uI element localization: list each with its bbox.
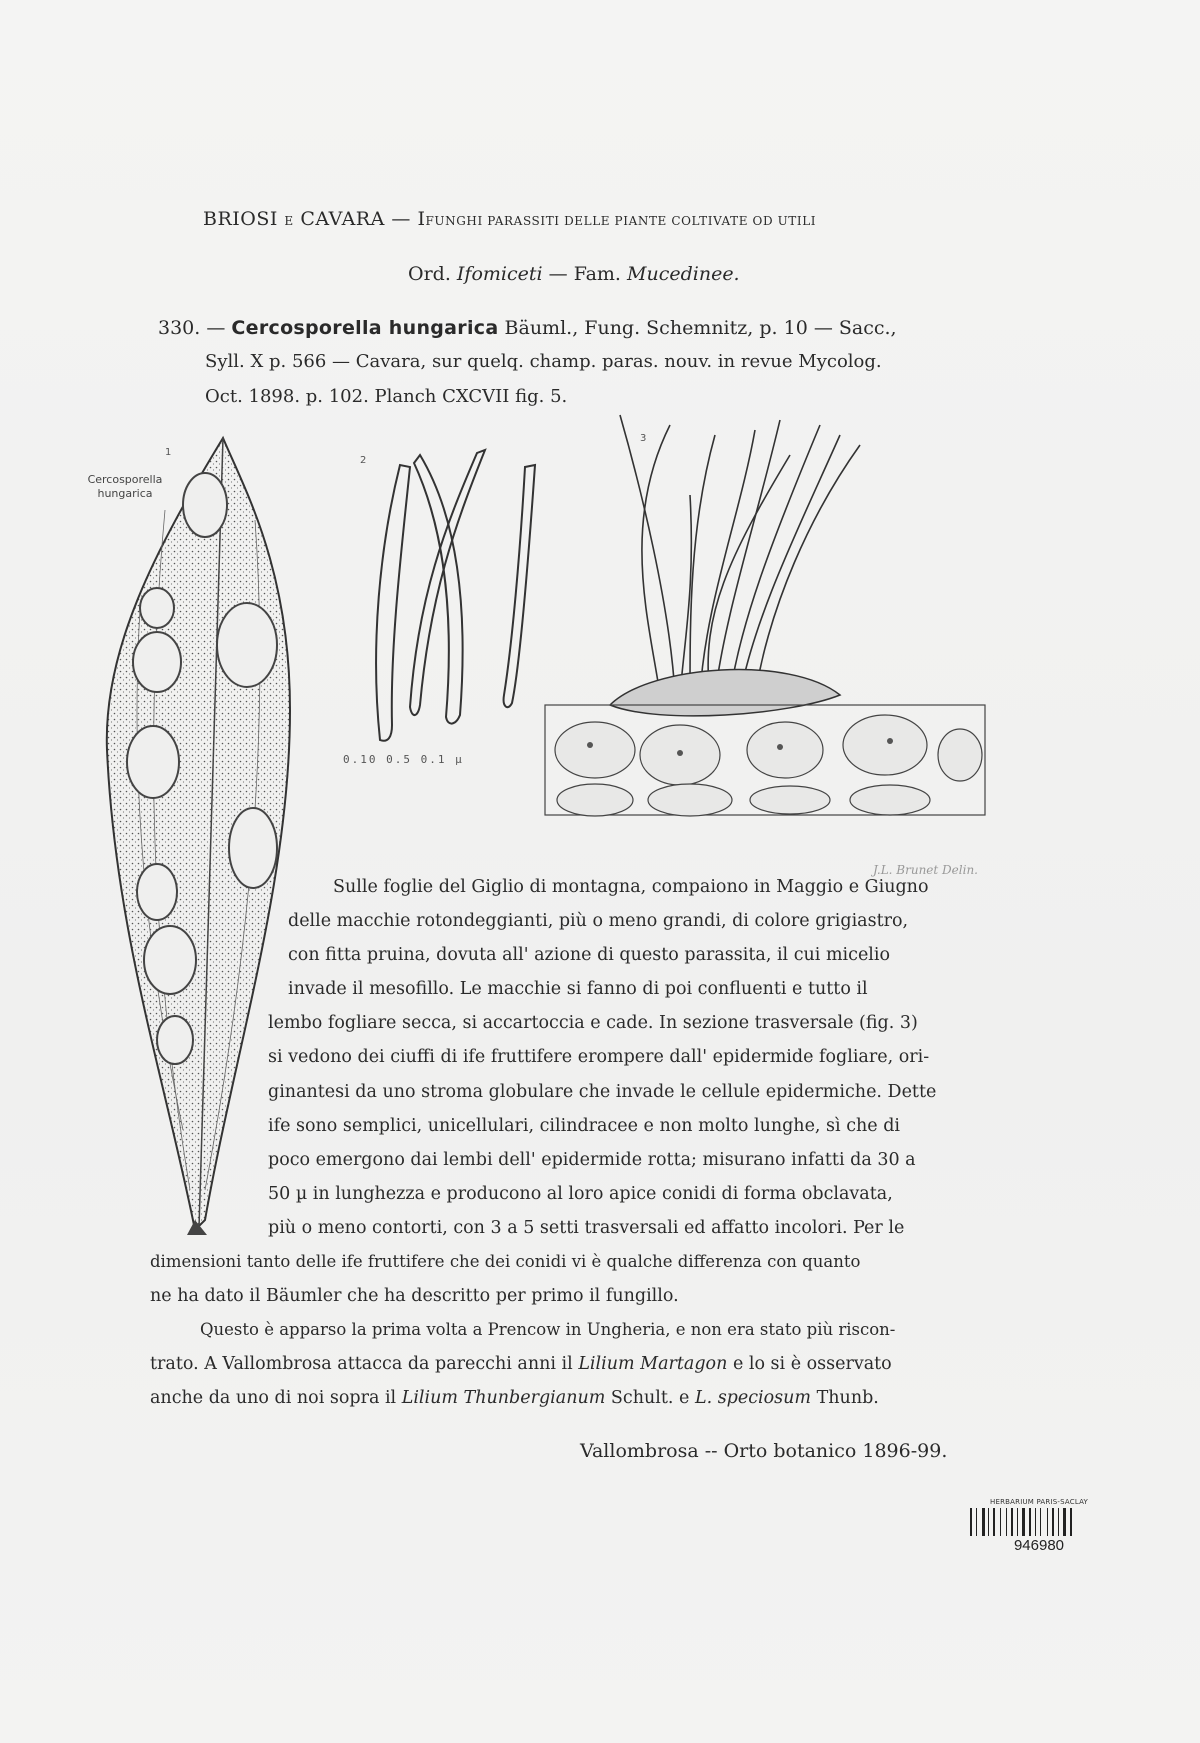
barcode-stripe (1055, 1508, 1057, 1536)
barcode-stripe (1009, 1508, 1010, 1536)
barcode-stripe (1052, 1508, 1054, 1536)
barcode-stripe (991, 1508, 992, 1536)
description-line: lembo fogliare secca, si accartoccia e cade. In sezione trasversale (fig. 3) (268, 1013, 918, 1033)
description-line: ne ha dato il Bäumler che ha descritto per primo il fungillo. (150, 1286, 679, 1306)
barcode-stripe (1019, 1508, 1021, 1536)
leaf-spot (127, 726, 179, 798)
barcode-stripe (1000, 1508, 1001, 1536)
description-line: 50 µ in lunghezza e producono al loro apice conidi di forma obclavata, (268, 1184, 893, 1204)
barcode-stripe (993, 1508, 995, 1536)
barcode-stripe (1006, 1508, 1007, 1536)
artist-signature: J.L. Brunet Delin. (873, 863, 978, 877)
barcode-stripe (1063, 1508, 1066, 1536)
barcode-stripe (988, 1508, 989, 1536)
paragraph2-line-2: trato. A Vallombrosa attacca da parecchi anni il Lilium Martagon e lo si è osservato (150, 1354, 892, 1374)
leaf-spot (183, 473, 227, 537)
barcode-stripe (1002, 1508, 1005, 1536)
barcode-stripe (1067, 1508, 1068, 1536)
barcode-stripe (1058, 1508, 1059, 1536)
leaf-spot (140, 588, 174, 628)
figure-label-1: 1 (165, 447, 172, 458)
barcode-stripe (1043, 1508, 1046, 1536)
description-line: invade il mesofillo. Le macchie si fanno di poi confluenti e tutto il (288, 979, 868, 999)
barcode-number: 946980 (1013, 1537, 1065, 1554)
description-line: delle macchie rotondeggianti, più o meno grandi, di colore grigiastro, (288, 911, 909, 931)
barcode-title: HERBARIUM PARIS-SACLAY (989, 1498, 1089, 1506)
citation-line-1: Bäuml., Fung. Schemnitz, p. 10 — Sacc., (504, 317, 897, 339)
leaf-handwritten-label: Cercosporella hungarica (87, 473, 163, 500)
leaf-spot (133, 632, 181, 692)
leaf-spot (144, 926, 196, 994)
description-line: con fitta pruina, dovuta all' azione di questo parassita, il cui micelio (288, 945, 891, 965)
citation-line-3: Oct. 1898. p. 102. Planch CXCVII fig. 5. (205, 386, 568, 407)
barcode-stripe (1027, 1508, 1028, 1536)
conidia-illustration (360, 445, 550, 755)
barcode-stripe (970, 1508, 972, 1536)
leaf-spot (229, 808, 277, 888)
paragraph2-line-3: anche da uno di noi sopra il Lilium Thunbergianum Schult. e L. speciosum Thunb. (150, 1388, 879, 1408)
figure-label-3: 3 (640, 433, 647, 444)
leaf-spot (157, 1016, 193, 1064)
leaf-spot (217, 603, 277, 687)
barcode-stripe (1047, 1508, 1048, 1536)
barcode-stripe (996, 1508, 998, 1536)
description-line: ife sono semplici, unicellulari, cilindracee e non molto lunghe, sì che di (268, 1116, 900, 1136)
barcode-stripe (1032, 1508, 1033, 1536)
barcode-stripe (1029, 1508, 1031, 1536)
barcode-stripe (1017, 1508, 1018, 1536)
citation-line-2: Syll. X p. 566 — Cavara, sur quelq. champ. paras. nouv. in revue Mycolog. (205, 351, 882, 372)
location-footer: Vallombrosa -- Orto botanico 1896-99. (580, 1440, 948, 1462)
barcode-stripe (1070, 1508, 1072, 1536)
barcode-stripe (1040, 1508, 1041, 1536)
barcode-stripe (1014, 1508, 1015, 1536)
barcode-stripe (1035, 1508, 1036, 1536)
species-name: Cercosporella hungarica (231, 317, 499, 339)
description-line: più o meno contorti, con 3 a 5 setti trasversali ed affatto incolori. Per le (268, 1218, 905, 1238)
description-line: Sulle foglie del Giglio di montagna, compaiono in Maggio e Giugno (333, 877, 929, 897)
barcode-stripe (1037, 1508, 1039, 1536)
barcode-stripe (1011, 1508, 1013, 1536)
specimen-barcode (964, 1498, 1114, 1554)
description-line: dimensioni tanto delle ife fruttifere che dei conidi vi è qualche differenza con quanto (150, 1252, 861, 1271)
species-entry (158, 317, 897, 339)
barcode-stripe (974, 1508, 975, 1536)
scale-bar-label: 0.10 0.5 0.1 µ (343, 753, 464, 766)
barcode-stripe (1022, 1508, 1025, 1536)
barcode-stripe (976, 1508, 977, 1536)
description-line: si vedono dei ciuffi di ife fruttifere erompere dall' epidermide fogliare, ori- (268, 1047, 930, 1067)
barcode-stripe (1049, 1508, 1050, 1536)
cross-section-illustration (540, 405, 990, 845)
barcode-bars (970, 1508, 1114, 1536)
figure-label-2: 2 (360, 455, 367, 466)
paragraph2-line-1: Questo è apparso la prima volta a Prencow in Ungheria, e non era stato più riscon- (200, 1320, 896, 1339)
entry-number: 330. — (158, 317, 226, 339)
barcode-stripe (982, 1508, 985, 1536)
series-header: BRIOSI E CAVARA — IFUNGHI PARASSITI DELLE PIANTE COLTIVATE OD UTILI (203, 208, 817, 230)
description-line: ginantesi da uno stroma globulare che invade le cellule epidermiche. Dette (268, 1082, 937, 1102)
leaf-spot (137, 864, 177, 920)
description-line: poco emergono dai lembi dell' epidermide rotta; misurano infatti da 30 a (268, 1150, 916, 1170)
barcode-stripe (978, 1508, 980, 1536)
taxonomy-line: Ord. Ifomiceti — Fam. Mucedinee. (408, 263, 740, 285)
barcode-stripe (1061, 1508, 1062, 1536)
barcode-stripe (986, 1508, 987, 1536)
